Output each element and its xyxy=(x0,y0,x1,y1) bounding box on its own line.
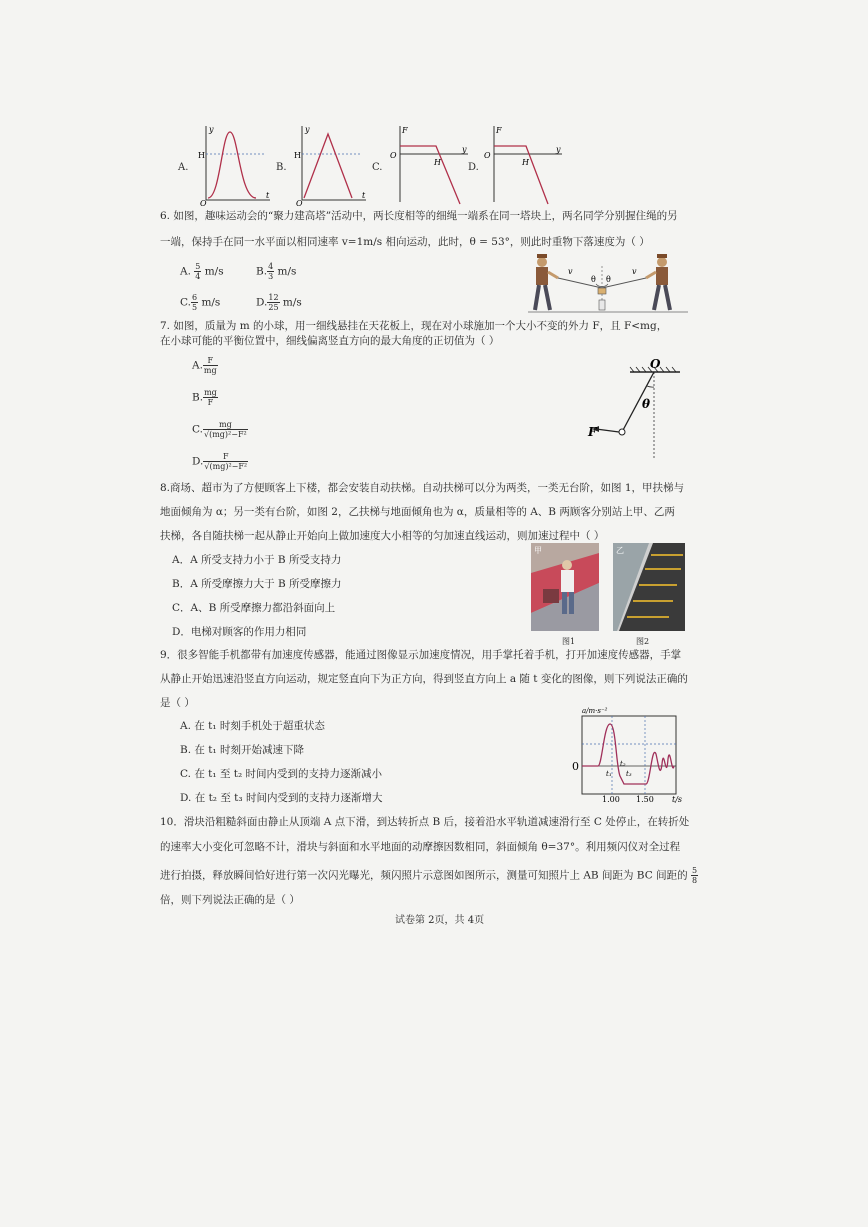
graph-c xyxy=(388,122,472,206)
q10-line1: 10．滑块沿粗糙斜面由静止从顶端 A 点下滑，到达转折点 B 后，接着沿水平轨道减速滑行至 C 处停止，在转折处 xyxy=(160,816,690,828)
q8-line3: 扶梯，各自随扶梯一起从静止开始向上做加速度大小相等的匀加速直线运动，则加速过程中（ ） xyxy=(160,530,605,542)
q8-photo-1 xyxy=(531,543,599,631)
q8-option-b-text: A 所受摩擦力大于 B 所受摩擦力 xyxy=(190,578,342,590)
q9-graph-t1: t₁ xyxy=(606,770,612,778)
graph-b-axis-h: t xyxy=(362,191,366,200)
q9-option-c-letter: C. xyxy=(180,768,191,780)
q6-fig-theta-left: θ xyxy=(591,275,596,284)
graph-b-origin: O xyxy=(296,199,303,206)
q7-option-a-frac: $\frac{F}{mg}$ xyxy=(203,356,217,375)
q8-fig1-tag: 甲 xyxy=(534,546,542,555)
graph-c-h: H xyxy=(434,158,441,167)
q8-option-c-text: A、B 所受摩擦力都沿斜面向上 xyxy=(190,602,336,614)
q7-option-b-frac: $\frac{mg}{F}$ xyxy=(204,388,217,407)
q9-graph xyxy=(568,704,688,804)
q9-option-c[interactable] xyxy=(180,767,382,781)
q8-fig2-caption: 图2 xyxy=(636,637,650,646)
q9-option-d[interactable] xyxy=(180,791,382,805)
q9-graph-tick2: 1.50 xyxy=(636,795,654,804)
graph-a-axis-h: t xyxy=(266,191,270,200)
q7-fig-origin: O xyxy=(650,357,661,371)
q9-graph-t3: t₃ xyxy=(626,770,632,778)
q6-option-c-letter: C. xyxy=(180,296,191,309)
q6-fig-theta-right: θ xyxy=(606,275,611,284)
graph-c-letter: C. xyxy=(372,162,383,173)
q8-photo-2 xyxy=(613,543,685,631)
q8-option-a[interactable] xyxy=(172,553,341,567)
q9-option-a-letter: A. xyxy=(180,720,191,732)
graph-d xyxy=(482,122,566,206)
q6-option-b[interactable] xyxy=(256,262,296,281)
graph-d-origin: O xyxy=(484,151,491,160)
q8-option-a-text: A 所受支持力小于 B 所受支持力 xyxy=(190,554,342,566)
q8-option-a-letter: A． xyxy=(172,554,191,566)
q7-figure xyxy=(584,356,684,460)
q6-line2: 一端，保持手在同一水平面以相同速率 v=1m/s 相向运动，此时，θ = 53°，则此时重物下落速度为（ ） xyxy=(160,236,650,248)
q6-option-a[interactable] xyxy=(180,262,224,281)
q8-option-d-letter: D． xyxy=(172,626,191,638)
student-right xyxy=(646,254,670,310)
q10-line3 xyxy=(160,866,698,885)
q9-graph-t2: t₂ xyxy=(620,760,626,768)
graph-b-h: H xyxy=(294,151,301,160)
q8-option-d[interactable] xyxy=(172,625,306,639)
q6-option-c-frac: $\frac{6}{5}$ xyxy=(192,293,198,312)
q6-option-c-unit: m/s xyxy=(201,296,221,309)
q6-option-a-letter: A. xyxy=(180,265,191,278)
q8-line1: 8.商场、超市为了方便顾客上下楼，都会安装自动扶梯。自动扶梯可以分为两类，一类无台阶，如图 1，甲扶梯与 xyxy=(160,482,685,494)
graph-d-axis-h: y xyxy=(556,145,561,154)
q10-line2: 的速率大小变化可忽略不计，滑块与斜面和水平地面的动摩擦因数相同，斜面倾角 θ=37°。利用频闪仪对全过程 xyxy=(160,841,681,853)
q7-option-d[interactable] xyxy=(192,452,248,471)
q6-fig-v-right: v xyxy=(632,267,637,276)
q9-graph-origin: 0 xyxy=(572,760,579,773)
q7-option-d-frac: $\frac{F}{\text{√(mg)²−F²}}$ xyxy=(204,452,248,471)
student-left xyxy=(535,254,558,310)
q7-option-a-letter: A. xyxy=(192,359,203,372)
page-footer: 试卷第 2页，共 4页 xyxy=(395,915,485,926)
graph-b-letter: B. xyxy=(276,162,287,173)
q10-ratio-frac: $\frac{5}{8}$ xyxy=(691,866,698,885)
q9-option-a[interactable] xyxy=(180,719,325,733)
graph-d-h: H xyxy=(522,158,529,167)
q9-line2: 从静止开始迅速沿竖直方向运动，规定竖直向下为正方向，得到竖直方向上 a 随 t 变化的图像，则下列说法正确的 xyxy=(160,673,688,685)
graph-d-axis-v: F xyxy=(496,126,502,135)
q9-option-d-letter: D. xyxy=(180,792,192,804)
q6-option-d[interactable] xyxy=(256,293,302,312)
q9-line3: 是（ ） xyxy=(160,697,195,709)
q7-fig-theta: θ xyxy=(642,397,651,411)
q8-fig1-caption: 图1 xyxy=(562,637,576,646)
q7-line2: 在小球可能的平衡位置中，细线偏离竖直方向的最大角度的正切值为（ ） xyxy=(160,335,500,347)
q6-option-b-unit: m/s xyxy=(277,265,297,278)
q9-option-b[interactable] xyxy=(180,743,304,757)
q6-option-d-unit: m/s xyxy=(282,296,302,309)
graph-options-row xyxy=(170,118,590,208)
q6-option-a-frac: $\frac{5}{4}$ xyxy=(195,262,201,281)
q8-option-c-letter: C． xyxy=(172,602,191,614)
q9-option-a-text: 在 t₁ 时刻手机处于超重状态 xyxy=(194,720,325,732)
graph-b-axis-v: y xyxy=(305,125,310,134)
q7-option-d-letter: D. xyxy=(192,455,204,468)
graph-a-h: H xyxy=(198,151,205,160)
graph-c-origin: O xyxy=(390,151,397,160)
q7-fig-force: F xyxy=(588,425,597,439)
graph-c-axis-h: y xyxy=(462,145,467,154)
q6-option-a-unit: m/s xyxy=(204,265,224,278)
q7-option-c-frac: $\frac{mg}{\text{√(mg)²−F²}}$ xyxy=(204,420,247,439)
graph-a-origin: O xyxy=(200,199,207,206)
q9-option-d-text: 在 t₂ 至 t₃ 时间内受到的支持力逐渐增大 xyxy=(194,792,383,804)
q8-option-b[interactable] xyxy=(172,577,342,591)
graph-b xyxy=(294,122,370,206)
q9-option-b-text: 在 t₁ 时刻开始减速下降 xyxy=(194,744,305,756)
q7-line1: 7. 如图，质量为 m 的小球，用一细线悬挂在天花板上，现在对小球施加一个大小不变的外力 F，且 F<mg， xyxy=(160,320,668,332)
q6-option-c[interactable] xyxy=(180,293,220,312)
q7-option-b-letter: B. xyxy=(192,391,204,404)
q8-option-c[interactable] xyxy=(172,601,335,615)
q7-option-b[interactable] xyxy=(192,388,218,407)
graph-d-letter: D. xyxy=(468,162,479,173)
q6-option-d-frac: $\frac{12}{25}$ xyxy=(268,293,279,312)
q7-option-c-letter: C. xyxy=(192,423,203,436)
q6-figure xyxy=(528,252,688,314)
graph-a-letter: A. xyxy=(178,162,189,173)
q6-option-b-letter: B. xyxy=(256,265,268,278)
graph-a-axis-v: y xyxy=(209,125,214,134)
q10-line4: 倍，则下列说法正确的是（ ） xyxy=(160,894,300,906)
q6-line1: 6. 如图，趣味运动会的“聚力建高塔”活动中，两长度相等的细绳一端系在同一塔块上，两名同学分别握住绳的另 xyxy=(160,210,678,222)
q8-option-d-text: 电梯对顾客的作用力相同 xyxy=(190,626,307,638)
q8-fig2-tag: 乙 xyxy=(616,546,624,555)
q9-option-c-text: 在 t₁ 至 t₂ 时间内受到的支持力逐渐减小 xyxy=(194,768,383,780)
q7-option-c[interactable] xyxy=(192,420,248,439)
q9-graph-tick1: 1.00 xyxy=(602,795,620,804)
graph-c-axis-v: F xyxy=(402,126,408,135)
q8-option-b-letter: B． xyxy=(172,578,191,590)
q6-option-b-frac: $\frac{4}{3}$ xyxy=(268,262,274,281)
q6-fig-v-left: v xyxy=(568,267,573,276)
q10-line3-text: 进行拍摄，释放瞬间恰好进行第一次闪光曝光，频闪照片示意图如图所示，测量可知照片上 AB 间距为 BC 间距的 xyxy=(160,869,688,882)
q6-option-d-letter: D. xyxy=(256,296,268,309)
q9-option-b-letter: B. xyxy=(180,744,192,756)
graph-a xyxy=(198,122,274,206)
q9-graph-ylabel: a/m·s⁻² xyxy=(582,707,608,715)
q7-option-a[interactable] xyxy=(192,356,218,375)
q9-line1: 9．很多智能手机都带有加速度传感器，能通过图像显示加速度情况，用手掌托着手机，打开加速度传感器，手掌 xyxy=(160,649,682,661)
q9-graph-xlabel: t/s xyxy=(672,795,683,804)
q8-line2: 地面倾角为 α；另一类有台阶，如图 2，乙扶梯与地面倾角也为 α，质量相等的 A、B 两顾客分别站上甲、乙两 xyxy=(160,506,675,518)
